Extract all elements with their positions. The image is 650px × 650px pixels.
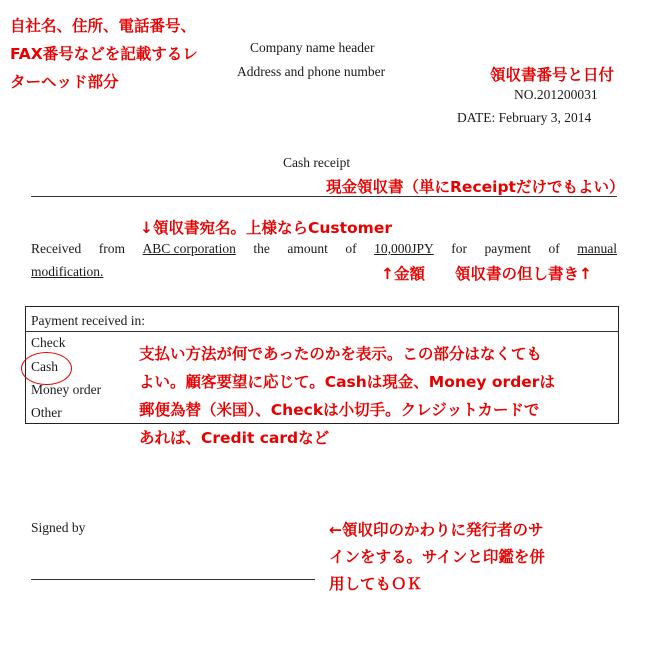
title-note: 現金領収書（単にReceiptだけでもよい） (326, 178, 625, 196)
payment-option-other: Other (31, 405, 62, 420)
amount-value: 10,000JPY (374, 241, 434, 256)
body-line-1 (31, 241, 617, 257)
address-phone: Address and phone number (237, 64, 386, 79)
header-note-line-3: ターヘッド部分 (10, 73, 119, 91)
receipt-date: DATE: February 3, 2014 (457, 110, 592, 125)
word-payment: payment (484, 241, 531, 256)
payment-note-line-4: あれば、Credit cardなど (139, 429, 330, 447)
title-divider (31, 196, 617, 197)
signed-by-label: Signed by (31, 520, 86, 535)
amount-note: ↑金額 (381, 265, 425, 283)
signature-note-line-2: インをする。サインと印鑑を併 (329, 548, 545, 566)
signature-note-line-1: ←領収印のかわりに発行者のサ (329, 521, 544, 539)
header-note-line-1: 自社名、住所、電話番号、 (10, 17, 197, 35)
company-name-header: Company name header (250, 40, 375, 55)
payment-option-money-order: Money order (31, 382, 102, 397)
word-amount: amount (287, 241, 328, 256)
payer-name: ABC corporation (142, 241, 236, 256)
word-from: from (98, 241, 125, 256)
addressee-note: ↓領収書宛名。上様ならCustomer (140, 219, 392, 237)
word-of: of (345, 241, 357, 256)
signature-note-line-3: 用してもＯＫ (329, 575, 423, 593)
selected-cash-circle (21, 352, 72, 385)
payment-box-divider (25, 331, 618, 332)
word-the: the (253, 241, 270, 256)
payment-note-line-3: 郵便為替（米国）、Checkは小切手。クレジットカードで (139, 401, 540, 419)
payment-note-line-1: 支払い方法が何であったのかを表示。この部分はなくても (139, 345, 542, 363)
payment-heading: Payment received in: (31, 313, 145, 328)
header-note-line-2: FAX番号などを記載するレ (10, 45, 198, 63)
word-of-2: of (548, 241, 560, 256)
number-date-note: 領収書番号と日付 (490, 66, 615, 84)
receipt-title: Cash receipt (283, 155, 351, 170)
payment-option-check: Check (31, 335, 66, 350)
payment-option-cash: Cash (31, 359, 58, 374)
signature-line (31, 579, 315, 580)
purpose-part-2: modification. (31, 264, 104, 279)
word-for: for (451, 241, 467, 256)
purpose-part-1: manual (577, 241, 617, 256)
purpose-note: 領収書の但し書き↑ (455, 265, 592, 283)
word-received: Received (31, 241, 82, 256)
receipt-number: NO.201200031 (514, 87, 598, 102)
payment-note-line-2: よい。顧客要望に応じて。Cashは現金、Money orderは (139, 373, 555, 391)
